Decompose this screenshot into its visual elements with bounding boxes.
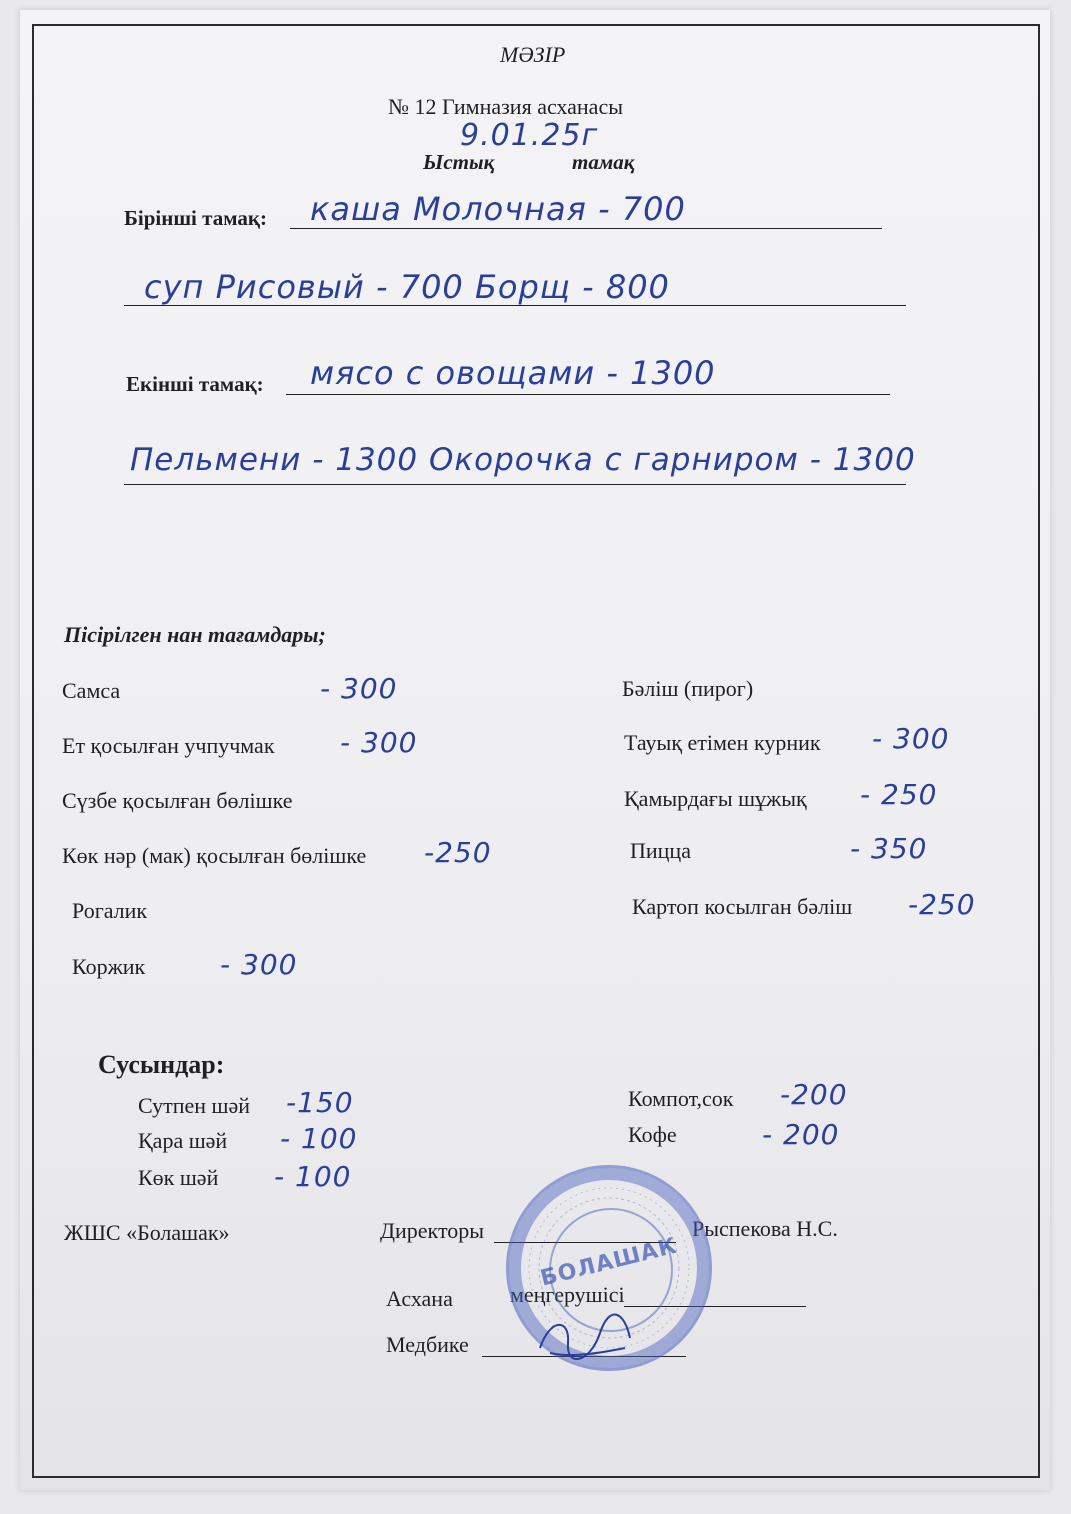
second-course-line-2: Пельмени - 1300 Окорочка с гарниром - 1300 [130, 442, 916, 478]
hot-meal-label-right: тамақ [572, 150, 635, 174]
bakery-price-potato-pie: -250 [908, 888, 976, 921]
bakery-item-potato-pie: Картоп косылган бәліш [632, 894, 853, 919]
drink-item-black-tea: Қара шәй [138, 1128, 228, 1153]
bakery-item-pirog: Бәліш (пирог) [622, 676, 754, 701]
drink-item-milk-tea: Сутпен шәй [138, 1093, 251, 1118]
bakery-item-pizza: Пицца [630, 838, 691, 863]
nurse-signature-icon [530, 1308, 640, 1368]
drink-item-coffee: Кофе [628, 1122, 677, 1147]
kitchen-label: Асхана [386, 1286, 453, 1311]
kitchen-manager-label: меңгерушісі [510, 1282, 625, 1307]
bakery-price-pizza: - 350 [850, 832, 928, 865]
company-name: ЖШС «Болашак» [64, 1220, 230, 1245]
bakery-price-mak: -250 [424, 836, 492, 869]
bakery-item-uchpuchmak: Ет қосылған учпучмак [62, 733, 275, 758]
nurse-label: Медбике [386, 1332, 469, 1357]
second-course-line-1: мясо с овощами - 1300 [310, 354, 716, 392]
first-course-line-1: каша Молочная - 700 [310, 190, 686, 228]
bakery-price-samsa: - 300 [320, 672, 398, 705]
drink-price-coffee: - 200 [762, 1118, 840, 1151]
drink-item-compot: Компот,сок [628, 1086, 734, 1111]
director-name: Рыспекова Н.С. [692, 1216, 838, 1241]
drinks-heading: Сусындар: [98, 1050, 225, 1079]
menu-sheet [20, 10, 1050, 1490]
drink-item-green-tea: Көк шәй [138, 1165, 219, 1190]
bakery-item-syzbe: Сүзбе қосылған бөлішке [62, 788, 293, 813]
director-label: Директоры [380, 1218, 485, 1243]
first-course-label: Бірінші тамақ: [124, 206, 267, 230]
drink-price-compot: -200 [780, 1078, 848, 1111]
first-course-line-2: суп Рисовый - 700 Борщ - 800 [144, 268, 670, 306]
drink-price-milk-tea: -150 [286, 1086, 354, 1119]
bakery-price-sausage: - 250 [860, 778, 938, 811]
bakery-item-sausage: Қамырдағы шұжық [624, 786, 807, 811]
bakery-item-samsa: Самса [62, 678, 121, 703]
bakery-item-korzhik: Коржик [72, 954, 146, 979]
bakery-price-kurnik: - 300 [872, 722, 950, 755]
drink-price-green-tea: - 100 [274, 1160, 352, 1193]
bakery-price-korzhik: - 300 [220, 948, 298, 981]
stamp-center-word: БОЛАШАК [538, 1233, 680, 1292]
hot-meal-label-left: Ыстық [423, 150, 495, 174]
bakery-item-kurnik: Тауық етімен курник [624, 730, 821, 755]
bakery-item-rogalik: Рогалик [72, 898, 148, 923]
handwritten-date: 9.01.25г [460, 118, 599, 153]
drink-price-black-tea: - 100 [280, 1122, 358, 1155]
bakery-price-uchpuchmak: - 300 [340, 726, 418, 759]
second-course-label: Екінші тамақ: [126, 372, 264, 396]
school-canteen-title: № 12 Гимназия асханасы [388, 94, 623, 119]
menu-title: МӘЗІР [500, 42, 566, 67]
bakery-heading: Пісірілген нан тағамдары; [64, 622, 326, 647]
bakery-item-mak: Көк нәр (мак) қосылған бөлішке [62, 843, 367, 868]
